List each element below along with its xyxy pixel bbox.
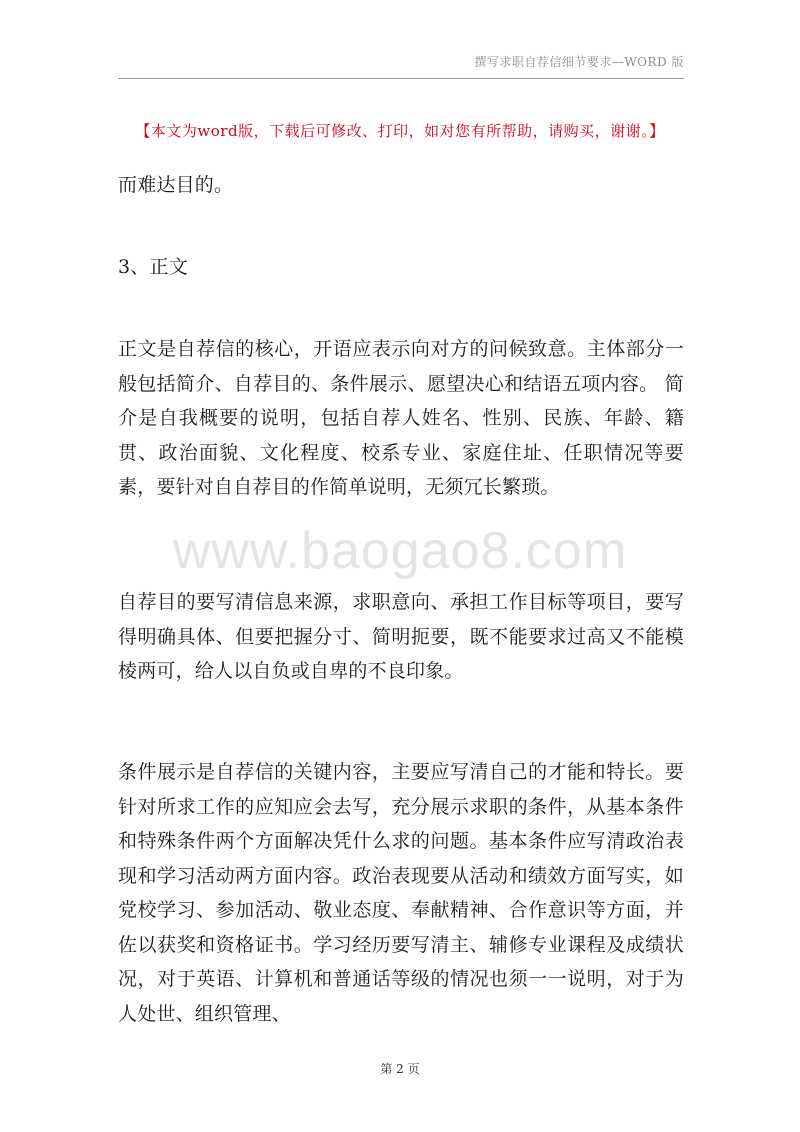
purchase-notice: 【本文为word版，下载后可修改、打印，如对您有所帮助，请购买，谢谢。】	[135, 122, 665, 140]
paragraph-intro: 正文是自荐信的核心，开语应表示向对方的问候致意。主体部分一般包括简介、自荐目的、条件展示、愿望决心和结语五项内容。 简介是自我概要的说明，包括自荐人姓名、性别、民族、年龄、籍贯、政治面貌、文化程度、校系专业、家庭住址、任职情况等要素，要针对自自荐目的作简单说明，无须冗长繁琐。	[118, 338, 684, 498]
paragraph-purpose: 自荐目的要写清信息来源，求职意向、承担工作目标等项目，要写得明确具体、但要把握分寸、简明扼要，既不能要求过高又不能模棱两可，给人以自负或自卑的不良印象。	[118, 591, 684, 682]
page-number: 第 2 页	[380, 1062, 420, 1076]
header-divider	[118, 78, 684, 79]
watermark-text: www.baogao8.com	[172, 522, 628, 580]
paragraph-conditions: 条件展示是自荐信的关键内容，主要应写清自己的才能和特长。要针对所求工作的应知应会去写，充分展示求职的条件，从基本条件和特殊条件两个方面解决凭什么求的问题。基本条件应写清政治表现和学习活动两方面内容。政治表现要从活动和绩效方面写实，如党校学习、参加活动、敬业态度、奉献精神、合作意识等方面，并佐以获奖和资格证书。学习经历要写清主、辅修专业课程及成绩状况，对于英语、计算机和普通话等级的情况也须一一说明，对于为人处世、组织管理、	[118, 761, 684, 1025]
section-heading: 3、正文	[118, 256, 188, 278]
document-header-title: 撰写求职自荐信细节要求—WORD 版	[474, 55, 684, 69]
continuation-line: 而难达目的。	[118, 174, 234, 196]
